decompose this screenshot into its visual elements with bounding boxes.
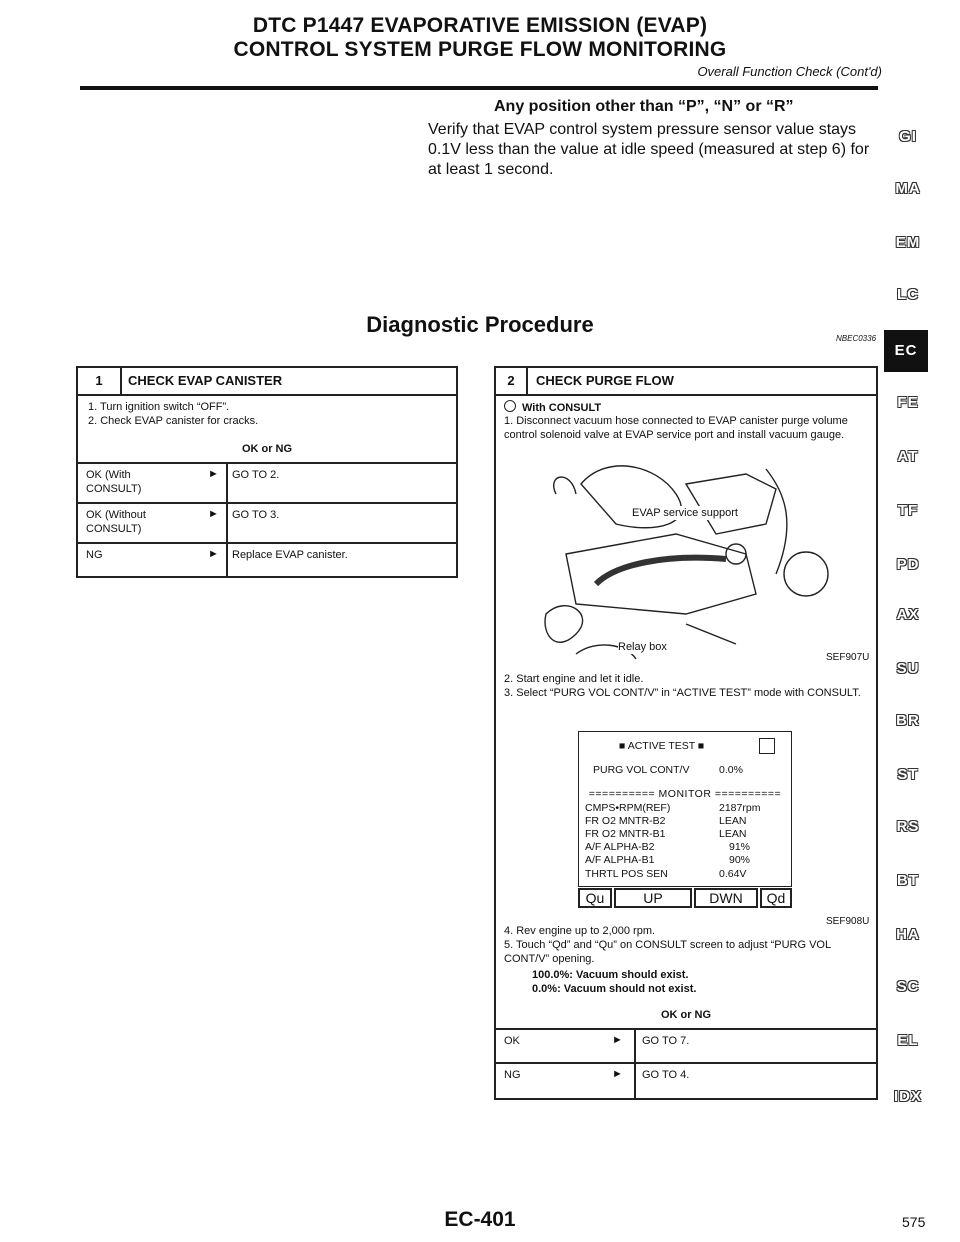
side-tab-em[interactable]: EM	[895, 234, 921, 251]
monitor-row-name: A/F ALPHA-B2	[585, 841, 655, 853]
result-action[interactable]: Replace EVAP canister.	[232, 549, 348, 561]
engine-block-outline	[566, 534, 756, 614]
step-2-instruction-3: 3. Select “PURG VOL CONT/V” in “ACTIVE TEST” mode with CONSULT.	[504, 687, 861, 699]
active-test-item-value: 0.0%	[719, 764, 743, 776]
result-label: NG	[86, 549, 103, 561]
page-title-line-2: CONTROL SYSTEM PURGE FLOW MONITORING	[233, 38, 727, 61]
leader-line	[686, 624, 736, 644]
side-tab-fe[interactable]: FE	[897, 394, 919, 411]
side-tab-tf[interactable]: TF	[897, 502, 919, 519]
monitor-row-value: LEAN	[719, 815, 747, 827]
monitor-divider: ========== MONITOR ==========	[588, 788, 782, 800]
side-tab-st[interactable]: ST	[897, 766, 919, 783]
page-number: EC-401	[444, 1208, 516, 1231]
header-rule	[80, 86, 878, 90]
pipe-outline	[766, 469, 787, 574]
result-action[interactable]: GO TO 4.	[642, 1069, 690, 1081]
service-port	[726, 544, 746, 564]
result-label: NG	[504, 1069, 521, 1081]
step-1-ok-ng: OK or NG	[241, 443, 293, 455]
figure-code-2: SEF908U	[826, 916, 870, 927]
step-1-result-row	[78, 462, 456, 504]
result-action[interactable]: GO TO 7.	[642, 1035, 690, 1047]
relay-box-outline	[545, 606, 583, 643]
step-2-instruction-4: 4. Rev engine up to 2,000 rpm.	[504, 925, 656, 937]
side-tab-br[interactable]: BR	[896, 712, 920, 729]
monitor-row-name: FR O2 MNTR-B1	[585, 828, 666, 840]
screen-checkbox-icon[interactable]	[759, 738, 775, 754]
result-label: OK	[504, 1035, 520, 1047]
monitor-row-value: 0.64V	[719, 868, 747, 880]
step-2-result-row	[496, 1028, 876, 1064]
side-tab-ha[interactable]: HA	[896, 926, 920, 943]
step-1-instruction: 1. Turn ignition switch “OFF”.	[88, 401, 230, 413]
row-divider	[226, 544, 228, 578]
side-tab-ax[interactable]: AX	[896, 606, 920, 623]
side-tab-lc[interactable]: LC	[897, 286, 919, 303]
step-1-result-row	[78, 502, 456, 544]
step-2-result-row	[496, 1062, 876, 1100]
row-divider	[226, 464, 228, 504]
consult-icon	[504, 400, 516, 412]
page-title-line-1: DTC P1447 EVAPORATIVE EMISSION (EVAP)	[252, 14, 708, 37]
arrow-icon: ►	[612, 1068, 623, 1080]
qd-key-button[interactable]: Qd	[760, 888, 792, 908]
relay-box-label: Relay box	[618, 641, 667, 653]
condition-vacuum-absent: 0.0%: Vacuum should not exist.	[532, 983, 697, 995]
monitor-row-value: 2187rpm	[719, 802, 761, 814]
position-heading: Any position other than “P”, “N” or “R”	[494, 98, 794, 115]
step-2-title: CHECK PURGE FLOW	[536, 373, 674, 388]
side-tab-el[interactable]: EL	[897, 1032, 919, 1049]
monitor-row-name: THRTL POS SEN	[585, 868, 668, 880]
monitor-row-value: 90%	[729, 854, 751, 866]
arrow-icon: ►	[208, 468, 219, 480]
side-tab-su[interactable]: SU	[896, 660, 920, 677]
step-2-number: 2	[496, 368, 528, 394]
step-2-header	[496, 368, 876, 396]
active-test-item: PURG VOL CONT/V	[593, 764, 690, 776]
row-divider	[634, 1064, 636, 1100]
engine-bay-figure	[536, 464, 836, 664]
step-1-box	[76, 366, 458, 578]
row-divider	[634, 1030, 636, 1064]
side-tab-ec-active[interactable]: EC	[884, 330, 928, 372]
step-2-instruction-5: 5. Touch “Qd” and “Qu” on CONSULT screen to adjust “PURG VOL CONT/V” opening.	[504, 939, 831, 965]
side-tab-idx[interactable]: IDX	[893, 1088, 922, 1105]
step-1-instruction: 2. Check EVAP canister for cracks.	[88, 415, 259, 427]
procedure-title: Diagnostic Procedure	[366, 312, 594, 337]
position-body: Verify that EVAP control system pressure sensor value stays 0.1V less than the value at idle speed (measured at step 6) for at least 1 second.	[428, 121, 870, 178]
monitor-row-value: LEAN	[719, 828, 747, 840]
result-label: OK (Without CONSULT)	[86, 509, 146, 535]
step-2-instruction-1: 1. Disconnect vacuum hose connected to EVAP canister purge volume control solenoid valve at EVAP service port and install vacuum gauge.	[504, 415, 848, 441]
monitor-row-name: CMPS•RPM(REF)	[585, 802, 671, 814]
arrow-icon: ►	[208, 508, 219, 520]
qu-key-button[interactable]: Qu	[578, 888, 612, 908]
arrow-icon: ►	[612, 1034, 623, 1046]
procedure-code: NBEC0336	[836, 334, 877, 343]
side-tab-bt[interactable]: BT	[897, 872, 919, 889]
hose-outline	[554, 477, 576, 494]
active-test-label: ACTIVE TEST	[627, 740, 695, 752]
step-2-instruction-2: 2. Start engine and let it idle.	[504, 673, 644, 685]
row-divider	[226, 504, 228, 544]
arrow-icon: ►	[208, 548, 219, 560]
monitor-row-name: A/F ALPHA-B1	[585, 854, 655, 866]
step-1-header	[78, 368, 456, 396]
side-tab-gi[interactable]: GI	[899, 128, 917, 145]
monitor-row-value: 91%	[729, 841, 751, 853]
page-subtitle: Overall Function Check (Cont'd)	[697, 64, 882, 79]
monitor-label: MONITOR	[658, 788, 712, 800]
step-1-result-row	[78, 542, 456, 578]
page-number-right: 575	[902, 1214, 926, 1230]
side-tab-ma[interactable]: MA	[895, 180, 921, 197]
side-tab-sc[interactable]: SC	[896, 978, 920, 995]
active-test-header: ■ ACTIVE TEST ■	[619, 740, 705, 752]
result-action[interactable]: GO TO 3.	[232, 509, 280, 521]
step-1-number: 1	[78, 368, 122, 394]
result-label: OK (With CONSULT)	[86, 469, 142, 495]
result-action[interactable]: GO TO 2.	[232, 469, 280, 481]
up-key-button[interactable]: UP	[614, 888, 692, 908]
figure-code-1: SEF907U	[826, 652, 870, 663]
consult-screen	[578, 731, 792, 887]
with-consult-label: With CONSULT	[522, 402, 602, 414]
step-2-ok-ng: OK or NG	[660, 1009, 712, 1021]
condition-vacuum-exists: 100.0%: Vacuum should exist.	[532, 969, 689, 981]
vacuum-hose	[596, 558, 726, 584]
with-consult-heading	[504, 400, 601, 415]
evap-service-port-label: EVAP service support	[632, 507, 738, 519]
side-tab-pd[interactable]: PD	[896, 556, 920, 573]
step-1-title: CHECK EVAP CANISTER	[128, 373, 283, 388]
side-tab-at[interactable]: AT	[897, 448, 919, 465]
bracket-outline	[686, 474, 776, 534]
monitor-row-name: FR O2 MNTR-B2	[585, 815, 666, 827]
down-key-button[interactable]: DWN	[694, 888, 758, 908]
reservoir-outline	[784, 552, 828, 596]
side-tab-rs[interactable]: RS	[896, 818, 920, 835]
